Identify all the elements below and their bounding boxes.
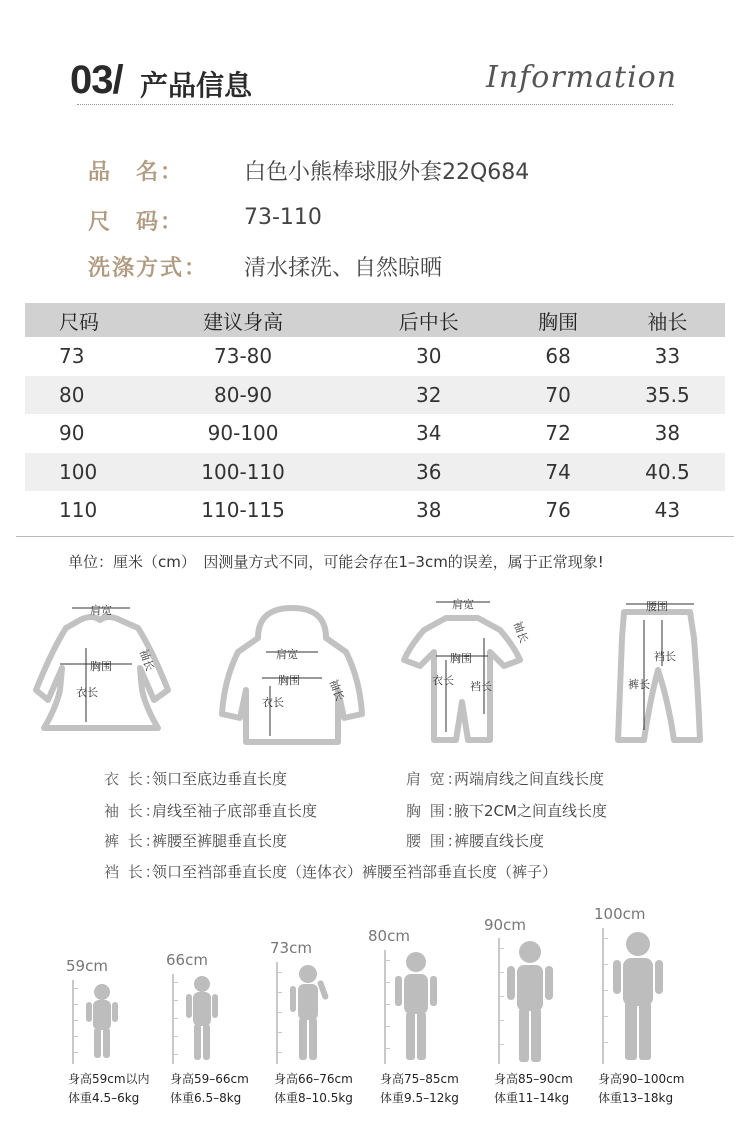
definition-item bbox=[104, 768, 287, 789]
child-height-range: 身高59cm以内 bbox=[68, 1072, 150, 1086]
measurement-note: 单位：厘米（cm） 因测量方式不同，可能会存在1–3cm的误差，属于正常现象! bbox=[68, 553, 604, 571]
table-row bbox=[25, 453, 725, 492]
info-label: 品 名： bbox=[88, 160, 185, 185]
definition-text: 两端肩线之间直线长度 bbox=[454, 770, 605, 788]
table-header-row bbox=[25, 303, 725, 337]
table-header-cell: 胸围 bbox=[506, 303, 609, 337]
child-height-range: 身高75–85cm bbox=[380, 1072, 459, 1086]
definition-key: 胸 围： bbox=[406, 802, 464, 820]
romper-length-label: 衣长 bbox=[432, 674, 454, 687]
child-height-mark: 59cm bbox=[66, 957, 108, 975]
child-height-mark: 80cm bbox=[368, 927, 410, 945]
hoodie-length-label: 衣长 bbox=[262, 696, 284, 709]
table-cell: 72 bbox=[545, 421, 571, 446]
child-silhouette-icon bbox=[66, 978, 136, 1066]
jacket-length-label: 衣长 bbox=[76, 686, 98, 699]
jacket-chest-label: 胸围 bbox=[90, 660, 112, 673]
definition-item bbox=[104, 861, 557, 882]
child-weight-range: 体重6.5–8kg bbox=[170, 1091, 242, 1105]
table-header-cell: 后中长 bbox=[351, 303, 506, 337]
jacket-shoulder-label: 肩宽 bbox=[90, 604, 112, 617]
table-cell: 68 bbox=[545, 344, 571, 369]
info-label: 尺 码： bbox=[88, 210, 185, 235]
table-row bbox=[25, 337, 725, 376]
child-silhouette-icon bbox=[166, 972, 236, 1066]
size-table bbox=[25, 303, 725, 530]
garment-outlines bbox=[0, 590, 750, 750]
romper-shoulder-label: 肩宽 bbox=[452, 598, 474, 611]
table-cell: 76 bbox=[545, 498, 571, 523]
pants-waist-label: 腰围 bbox=[646, 600, 668, 613]
table-cell: 73-80 bbox=[214, 344, 273, 369]
definition-item bbox=[406, 830, 544, 851]
pants-length-label: 裤长 bbox=[628, 678, 650, 691]
romper-crotch-label: 裆长 bbox=[470, 680, 492, 693]
info-value: 清水揉洗、自然晾晒 bbox=[244, 256, 443, 281]
info-label: 洗涤方式： bbox=[88, 256, 209, 281]
child-height-range: 身高59–66cm bbox=[170, 1072, 249, 1086]
section-number: 03/ bbox=[70, 58, 123, 102]
table-cell: 110-115 bbox=[201, 498, 285, 523]
table-cell: 40.5 bbox=[610, 453, 725, 492]
table-cell: 74 bbox=[506, 453, 609, 492]
table-header-cell: 尺码 bbox=[25, 303, 135, 337]
table-cell: 100 bbox=[25, 453, 135, 492]
table-cell: 35.5 bbox=[610, 376, 725, 415]
definition-key: 衣 长： bbox=[104, 770, 162, 788]
definition-text: 裤腰直线长度 bbox=[454, 832, 545, 850]
child-weight-range: 体重4.5–6kg bbox=[68, 1091, 140, 1105]
table-cell: 43 bbox=[654, 498, 681, 523]
table-cell: 30 bbox=[416, 344, 442, 369]
child-height-range: 身高90–100cm bbox=[598, 1072, 685, 1086]
table-cell: 38 bbox=[654, 421, 681, 446]
table-cell: 36 bbox=[351, 453, 506, 492]
child-silhouette-icon bbox=[270, 960, 344, 1066]
table-divider bbox=[16, 536, 734, 537]
definition-key: 裆 长： bbox=[104, 863, 162, 881]
table-row bbox=[25, 491, 725, 530]
pants-crotch-label: 裆长 bbox=[654, 650, 676, 663]
table-cell: 34 bbox=[416, 421, 442, 446]
table-cell: 110 bbox=[59, 498, 98, 523]
child-weight-range: 体重9.5–12kg bbox=[380, 1091, 459, 1105]
child-height-mark: 90cm bbox=[484, 916, 526, 934]
definition-item bbox=[104, 830, 287, 851]
definition-item bbox=[406, 768, 604, 789]
definition-key: 腰 围： bbox=[406, 832, 464, 850]
hoodie-chest-label: 胸围 bbox=[278, 674, 300, 687]
table-cell: 73 bbox=[59, 344, 85, 369]
info-value: 73-110 bbox=[244, 205, 322, 230]
romper-chest-label: 胸围 bbox=[450, 652, 472, 665]
child-weight-range: 体重13–18kg bbox=[598, 1091, 674, 1105]
hoodie-sleeve-label: 袖长 bbox=[326, 677, 347, 703]
child-weight-range: 体重11–14kg bbox=[494, 1091, 570, 1105]
table-cell: 80 bbox=[25, 376, 135, 415]
child-height-range: 身高85–90cm bbox=[494, 1072, 573, 1086]
table-cell: 33 bbox=[654, 344, 681, 369]
table-row bbox=[25, 414, 725, 453]
jacket-sleeve-label: 袖长 bbox=[136, 647, 157, 673]
measurement-diagrams bbox=[0, 590, 750, 750]
section-header bbox=[0, 0, 750, 130]
child-size-guide bbox=[0, 900, 750, 1137]
table-cell: 100-110 bbox=[135, 453, 351, 492]
definition-text: 腋下2CM之间直线长度 bbox=[454, 802, 607, 820]
child-silhouette-icon bbox=[492, 936, 566, 1066]
romper-sleeve-label: 袖长 bbox=[510, 619, 531, 645]
table-cell: 90 bbox=[59, 421, 85, 446]
info-value: 白色小熊棒球服外套22Q684 bbox=[244, 160, 530, 185]
definition-text: 领口至底边垂直长度 bbox=[152, 770, 288, 788]
hoodie-shoulder-label: 肩宽 bbox=[276, 648, 298, 661]
table-cell: 80-90 bbox=[135, 376, 351, 415]
definition-item bbox=[406, 800, 607, 821]
definition-text: 肩线至袖子底部垂直长度 bbox=[152, 802, 318, 820]
child-silhouette-icon bbox=[378, 948, 452, 1066]
table-header-cell: 袖长 bbox=[610, 303, 725, 337]
child-weight-range: 体重8–10.5kg bbox=[274, 1091, 353, 1105]
child-height-mark: 73cm bbox=[270, 939, 312, 957]
table-cell: 38 bbox=[416, 498, 442, 523]
table-cell: 32 bbox=[351, 376, 506, 415]
child-height-mark: 100cm bbox=[594, 905, 646, 923]
header-divider bbox=[77, 104, 673, 105]
definition-key: 肩 宽： bbox=[406, 770, 464, 788]
definition-text: 领口至裆部垂直长度（连体衣）裤腰至裆部垂直长度（裤子） bbox=[152, 863, 558, 881]
section-script-title: Information bbox=[486, 60, 678, 95]
child-height-mark: 66cm bbox=[166, 951, 208, 969]
definition-text: 裤腰至裤腿垂直长度 bbox=[152, 832, 288, 850]
definition-key: 裤 长： bbox=[104, 832, 162, 850]
table-cell: 70 bbox=[506, 376, 609, 415]
table-header-cell: 建议身高 bbox=[135, 303, 351, 337]
table-row bbox=[25, 376, 725, 415]
definition-key: 袖 长： bbox=[104, 802, 162, 820]
romper-outline bbox=[404, 618, 520, 740]
definition-item bbox=[104, 800, 317, 821]
section-title: 产品信息 bbox=[140, 69, 253, 102]
table-cell: 90-100 bbox=[207, 421, 279, 446]
child-silhouette-icon bbox=[596, 926, 676, 1066]
child-height-range: 身高66–76cm bbox=[274, 1072, 353, 1086]
